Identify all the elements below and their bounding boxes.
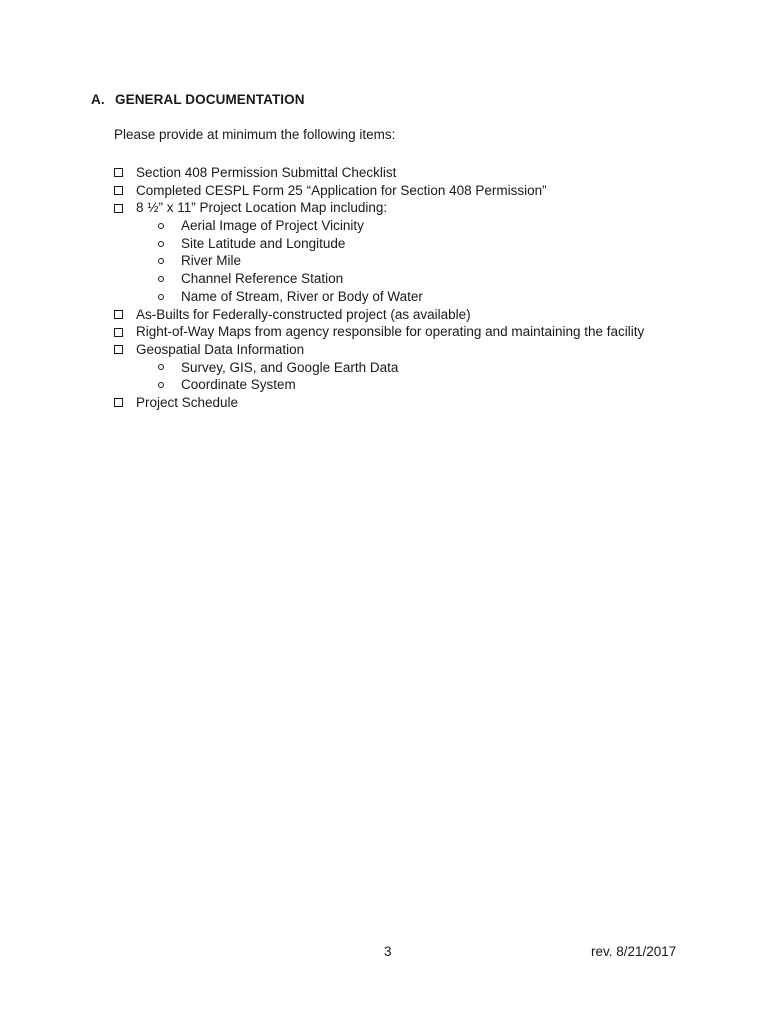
- checkbox-icon: [114, 398, 123, 407]
- item-label: Name of Stream, River or Body of Water: [181, 288, 423, 304]
- checklist-item: [114, 164, 644, 182]
- checkbox-icon: [114, 345, 123, 354]
- hollow-bullet-icon: [158, 294, 164, 300]
- section-heading: [91, 92, 305, 107]
- checkbox-icon: [114, 328, 123, 337]
- checklist-item: [114, 341, 644, 359]
- sub-list-item: [114, 217, 644, 235]
- item-label: Aerial Image of Project Vicinity: [181, 218, 364, 234]
- item-label: Right-of-Way Maps from agency responsible for operating and maintaining the facility: [136, 324, 645, 340]
- item-label: Project Schedule: [136, 394, 239, 410]
- checklist-item: [114, 394, 644, 412]
- checkbox-icon: [114, 310, 123, 319]
- intro-text: Please provide at minimum the following items:: [114, 127, 396, 142]
- checklist: [114, 164, 644, 412]
- checkbox-icon: [114, 168, 123, 177]
- sub-list-item: [114, 270, 644, 288]
- sub-list-item: [114, 376, 644, 394]
- item-label: Completed CESPL Form 25 “Application for Section 408 Permission”: [136, 182, 547, 198]
- item-label: Survey, GIS, and Google Earth Data: [181, 359, 399, 375]
- item-label: Coordinate System: [181, 377, 296, 393]
- hollow-bullet-icon: [158, 241, 164, 247]
- section-title: GENERAL DOCUMENTATION: [115, 92, 305, 107]
- hollow-bullet-icon: [158, 223, 164, 229]
- item-label: 8 ½” x 11” Project Location Map including:: [136, 200, 388, 216]
- item-label: Geospatial Data Information: [136, 341, 305, 357]
- sub-list-item: [114, 252, 644, 270]
- item-label: Site Latitude and Longitude: [181, 235, 346, 251]
- hollow-bullet-icon: [158, 364, 164, 370]
- checkbox-icon: [114, 204, 123, 213]
- section-letter: A.: [91, 92, 105, 107]
- sub-list-item: [114, 359, 644, 377]
- checklist-item: [114, 182, 644, 200]
- item-label: River Mile: [181, 253, 242, 269]
- sub-list-item: [114, 288, 644, 306]
- page-number: 3: [384, 944, 392, 959]
- item-label: As-Builts for Federally-constructed project (as available): [136, 306, 471, 322]
- item-label: Channel Reference Station: [181, 271, 344, 287]
- hollow-bullet-icon: [158, 382, 164, 388]
- checklist-item: [114, 199, 644, 217]
- hollow-bullet-icon: [158, 276, 164, 282]
- checklist-item: [114, 323, 644, 341]
- sub-list-item: [114, 235, 644, 253]
- item-label: Section 408 Permission Submittal Checklist: [136, 165, 397, 180]
- hollow-bullet-icon: [158, 258, 164, 264]
- checkbox-icon: [114, 186, 123, 195]
- revision-date: rev. 8/21/2017: [591, 944, 677, 959]
- checklist-item: [114, 306, 644, 324]
